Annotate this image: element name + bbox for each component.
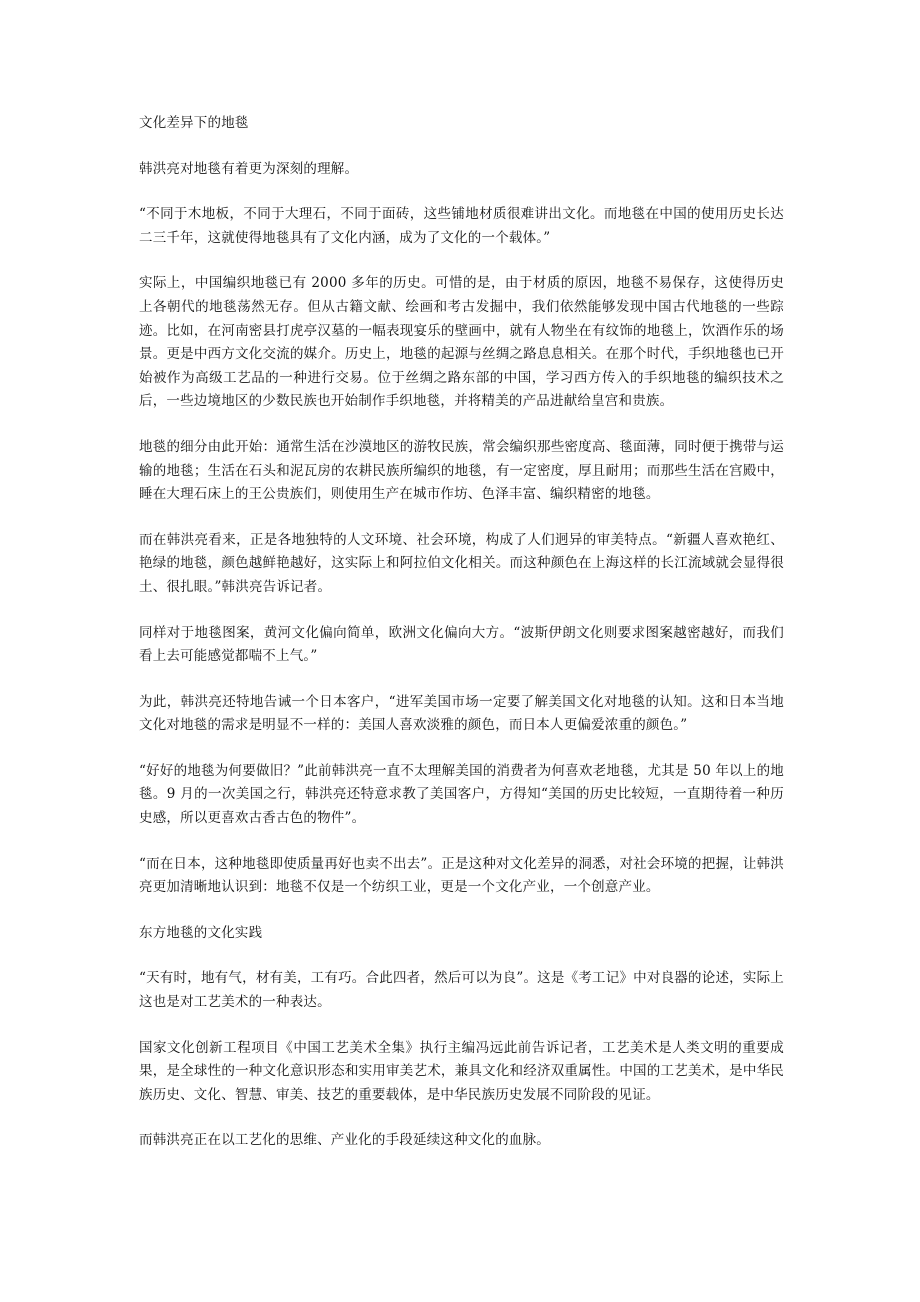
paragraph-9: “而在日本，这种地毯即使质量再好也卖不出去”。正是这种对文化差异的洞悉，对社会环境的把握，让韩洪亮更加清晰地认识到：地毯不仅是一个纺织工业，更是一个文化产业，一个创意产业。: [139, 855, 784, 896]
paragraph-6: 同样对于地毯图案，黄河文化偏向简单，欧洲文化偏向大方。“波斯伊朗文化则要求图案越密越好，而我们看上去可能感觉都喘不上气。”: [139, 624, 784, 665]
section-heading-cultural-difference: 文化差异下的地毯: [139, 115, 249, 131]
paragraph-12: 而韩洪亮正在以工艺化的思维、产业化的手段延续这种文化的血脉。: [139, 1132, 550, 1149]
paragraph-4: 地毯的细分由此开始：通常生活在沙漠地区的游牧民族，常会编织那些密度高、毯面薄，同时便于携带与运输的地毯；生活在石头和泥瓦房的农耕民族所编织的地毯，有一定密度，厚且耐用；而那些生活在宫殿中，睡在大理石床上的王公贵族们，则使用生产在城市作坊、色泽丰富、编织精密的地毯。: [139, 438, 784, 503]
paragraph-2: “不同于木地板，不同于大理石，不同于面砖，这些铺地材质很难讲出文化。而地毯在中国的使用历史长达二三千年，这就使得地毯具有了文化内涵，成为了文化的一个载体。”: [139, 206, 784, 246]
section-heading-oriental-carpet: 东方地毯的文化实践: [139, 924, 263, 941]
paragraph-1: 韩洪亮对地毯有着更为深刻的理解。: [139, 160, 359, 177]
article-body: [139, 112, 784, 1175]
paragraph-5: 而在韩洪亮看来，正是各地独特的人文环境、社会环境，构成了人们迥异的审美特点。“新疆人喜欢艳红、艳绿的地毯，颜色越鲜艳越好，这实际上和阿拉伯文化相关。而这种颜色在上海这样的长江流域就会显得很土、很扎眼。”韩洪亮告诉记者。: [139, 531, 784, 595]
paragraph-11: 国家文化创新工程项目《中国工艺美术全集》执行主编冯远此前告诉记者，工艺美术是人类文明的重要成果，是全球性的一种文化意识形态和实用审美艺术，兼具文化和经济双重属性。中国的工艺美术，是中华民族历史、文化、智慧、审美、技艺的重要载体，是中华民族历史发展不同阶段的见证。: [139, 1039, 784, 1103]
paragraph-7: 为此，韩洪亮还特地告诫一个日本客户，“进军美国市场一定要了解美国文化对地毯的认知。这和日本当地文化对地毯的需求是明显不一样的：美国人喜欢淡雅的颜色，而日本人更偏爱浓重的颜色。”: [139, 693, 784, 734]
paragraph-8: “好好的地毯为何要做旧？”此前韩洪亮一直不太理解美国的消费者为何喜欢老地毯，尤其是 50 年以上的地毯。9 月的一次美国之行，韩洪亮还特意求教了美国客户，方得知“美国的历史比较短，一直期待着一种历史感，所以更喜欢古香古色的物件”。: [139, 762, 784, 827]
paragraph-10: “天有时，地有气，材有美，工有巧。合此四者，然后可以为良”。这是《考工记》中对良器的论述，实际上这也是对工艺美术的一种表达。: [139, 970, 784, 1011]
paragraph-3: 实际上，中国编织地毯已有 2000 多年的历史。可惜的是，由于材质的原因，地毯不易保存，这使得历史上各朝代的地毯荡然无存。但从古籍文献、绘画和考古发掘中，我们依然能够发现中国古代地毯的一些踪迹。比如，在河南密县打虎亭汉墓的一幅表现宴乐的壁画中，就有人物坐在有纹饰的地毯上，饮酒作乐的场景。更是中西方文化交流的媒介。历史上，地毯的起源与丝绸之路息息相关。在那个时代，手织地毯也已开始被作为高级工艺品的一种进行交易。位于丝绸之路东部的中国，学习西方传入的手织地毯的编织技术之后，一些边境地区的少数民族也开始制作手织地毯，并将精美的产品进献给皇宫和贵族。: [139, 275, 784, 410]
